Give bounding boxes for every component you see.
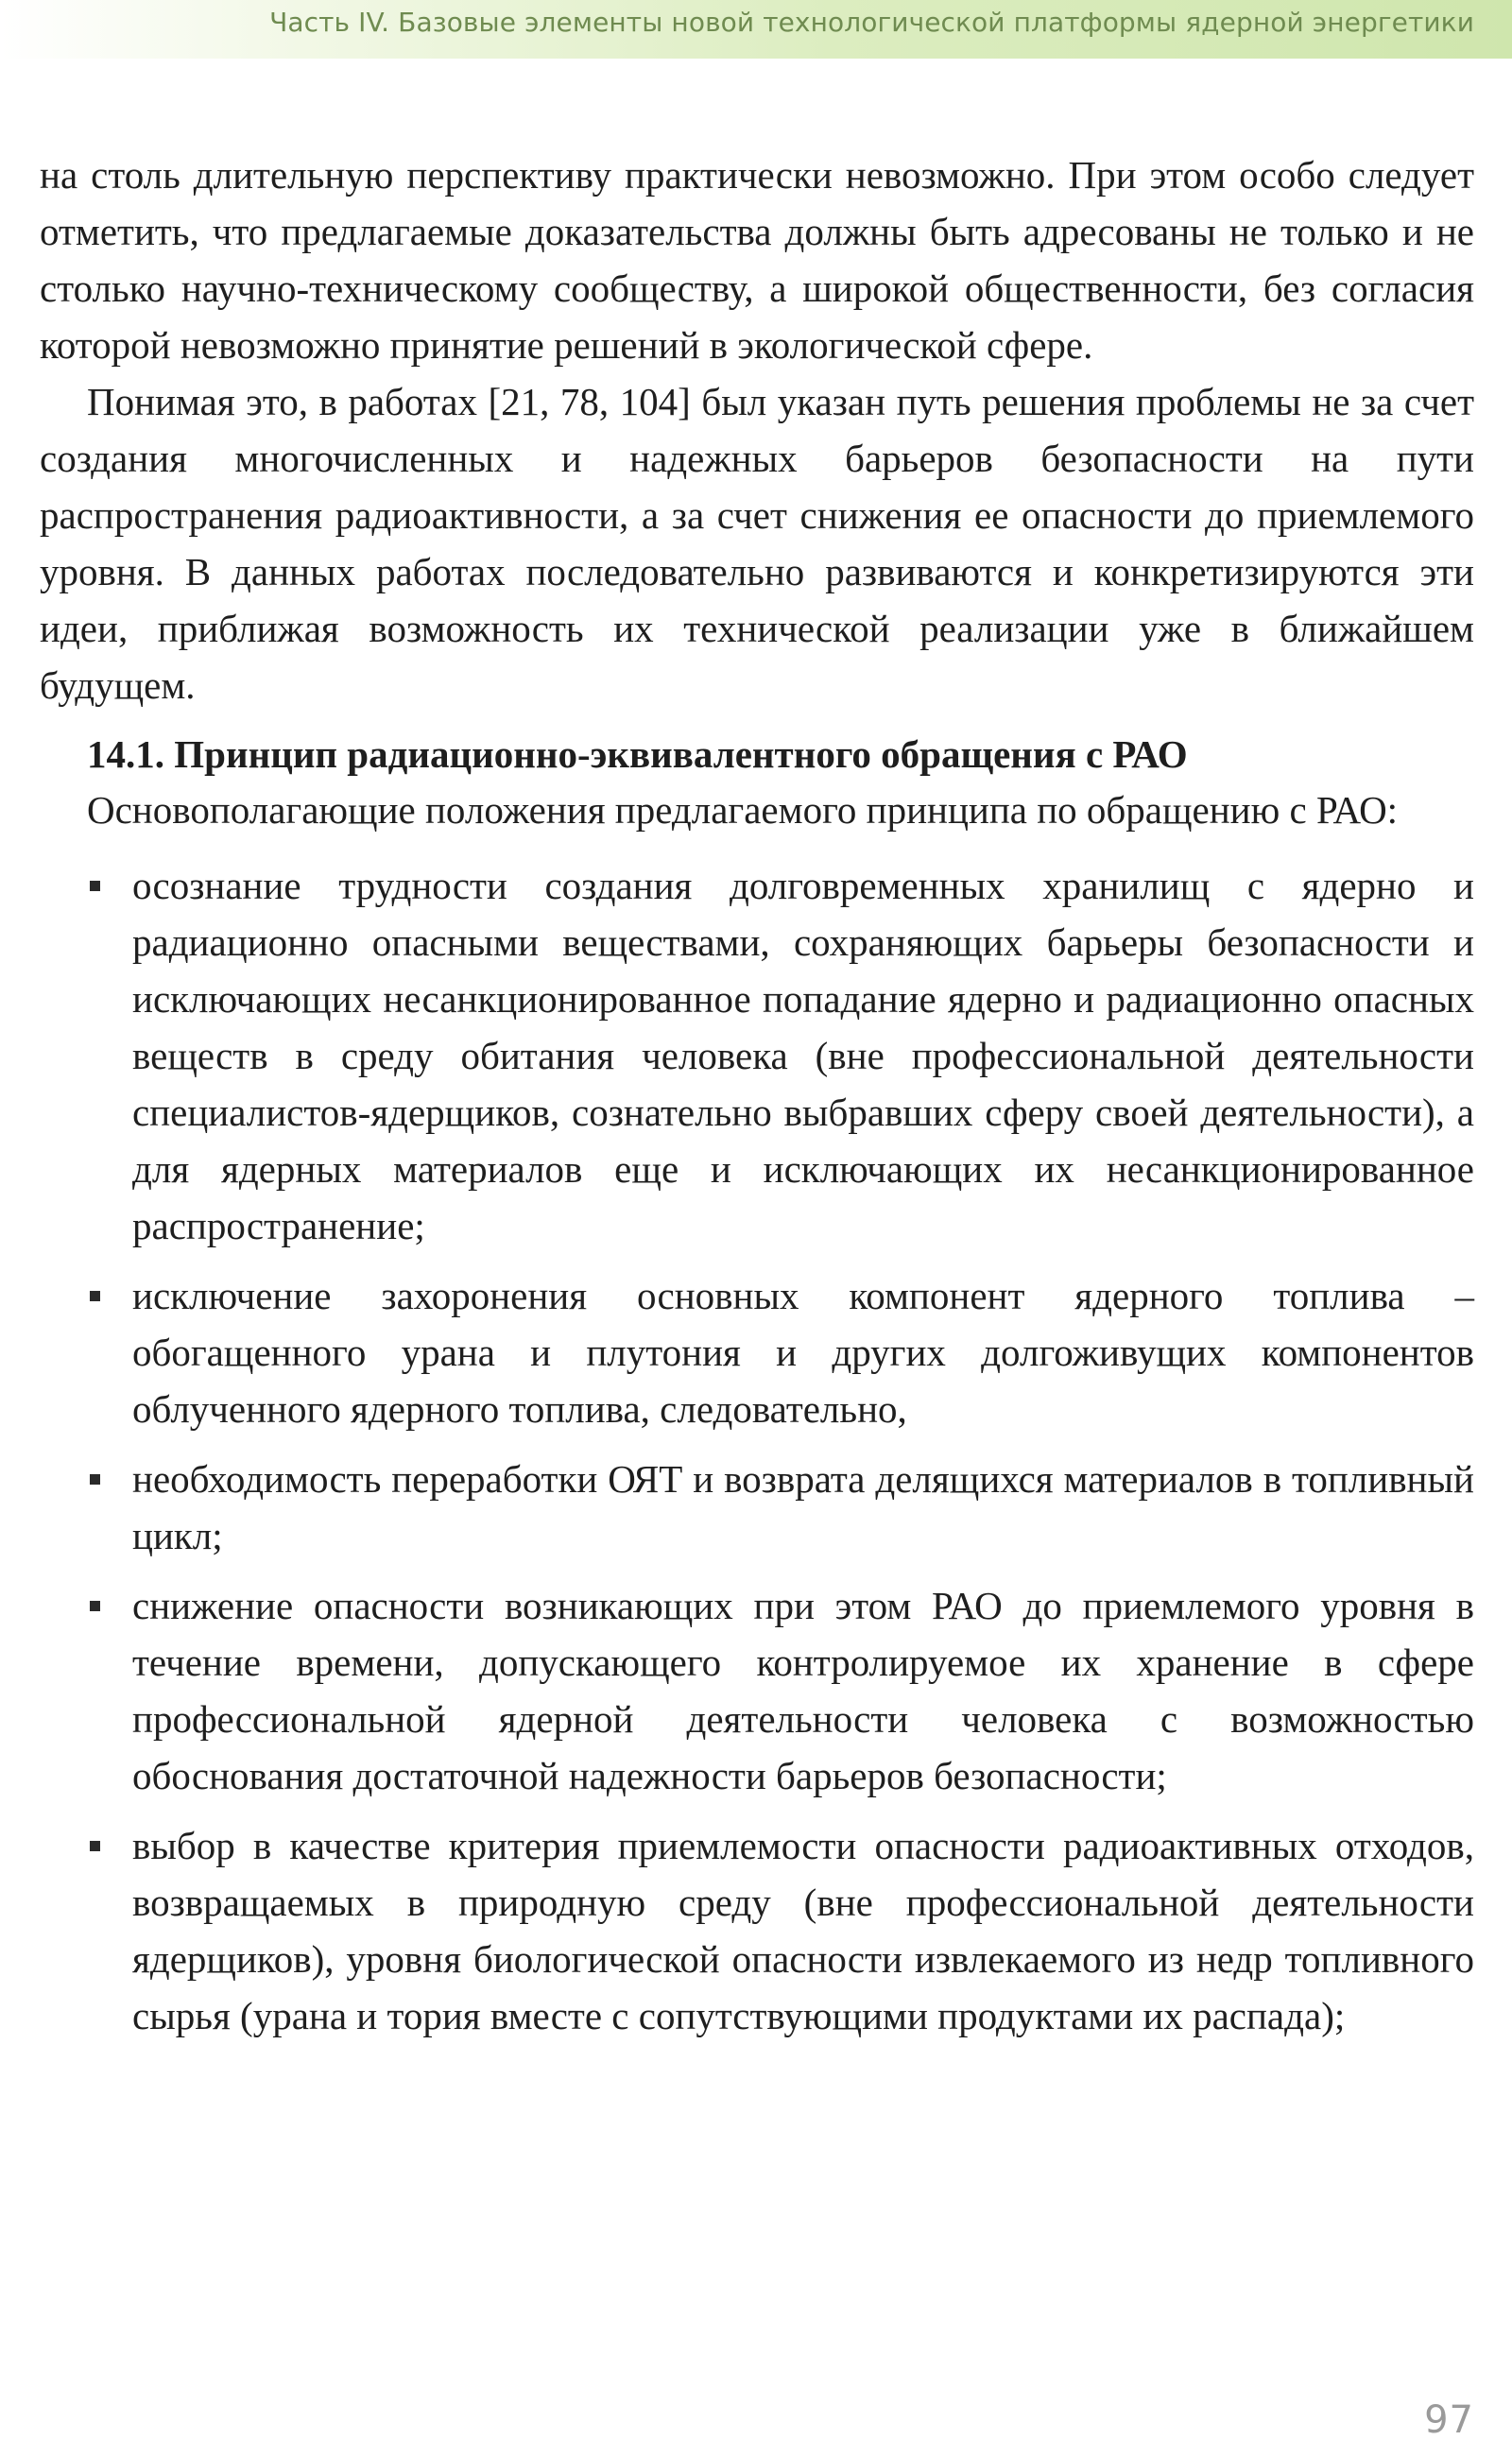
section-intro: Основополагающие положения предлагаемого принципа по обращению с РАО: bbox=[87, 788, 1399, 832]
list-item-text: снижение опасности возникающих при этом РАО до приемлемого уровня в течение времени, допускающего контролируемое их хранение в сфере профессиональной ядерной деятельности человека с возможностью обоснования достаточной надежности барьеров безопасности; bbox=[132, 1584, 1474, 1797]
body-paragraph: на столь длительную перспективу практически невозможно. При этом особо следует отметить, что предлагаемые доказательства должны быть адресованы не только и не столько научно-техническому сообществу, а широкой общественности, без согласия которой невозможно принятие решений в экологической сфере. bbox=[40, 153, 1474, 367]
body-paragraph: Понимая это, в работах [21, 78, 104] был указан путь решения проблемы не за счет создания многочисленных и надежных барьеров безопасности на пути распространения радиоактивности, а за счет снижения ее опасности до приемлемого уровня. В данных работах последовательно развиваются и конкретизируются эти идеи, приближая возможность их технической реализации уже в ближайшем будущем. bbox=[40, 380, 1474, 707]
list-item bbox=[40, 1451, 1474, 1564]
page-number: 97 bbox=[1424, 2398, 1474, 2442]
list-item-text: выбор в качестве критерия приемлемости опасности радиоактивных отходов, возвращаемых в природную среду (вне профессиональной деятельности ядерщиков), уровня биологической опасности извлекаемого из недр топливного сырья (урана и тория вместе с сопутствующими продуктами их распада); bbox=[132, 1824, 1474, 2037]
list-item bbox=[40, 1817, 1474, 2044]
square-bullet-icon bbox=[90, 1291, 100, 1301]
square-bullet-icon bbox=[90, 1601, 100, 1611]
list-item bbox=[40, 1577, 1474, 1804]
list-item-text: необходимость переработки ОЯТ и возврата делящихся материалов в топливный цикл; bbox=[132, 1457, 1474, 1557]
square-bullet-icon bbox=[90, 881, 100, 891]
square-bullet-icon bbox=[90, 1474, 100, 1485]
list-item bbox=[40, 857, 1474, 1254]
running-header bbox=[0, 0, 1512, 59]
section-heading: 14.1. Принцип радиационно-эквивалентного обращения с РАО bbox=[87, 732, 1188, 776]
list-item-text: осознание трудности создания долговременных хранилищ с ядерно и радиационно опасными веществами, сохраняющих барьеры безопасности и исключающих несанкционированное попадание ядерно и радиационно опасных веществ в среду обитания человека (вне профессиональной деятельности специалистов-ядерщиков, сознательно выбравших сферу своей деятельности), а для ядерных материалов еще и исключающих их несанкционированное распространение; bbox=[132, 864, 1474, 1247]
running-header-title: Часть IV. Базовые элементы новой технологической платформы ядерной энергетики bbox=[269, 7, 1474, 38]
page-body bbox=[40, 146, 1474, 2057]
list-item bbox=[40, 1267, 1474, 1437]
list-item-text: исключение захоронения основных компонент ядерного топлива – обогащенного урана и плутония и других долгоживущих компонентов облученного ядерного топлива, следовательно, bbox=[132, 1274, 1474, 1431]
bullet-list bbox=[40, 857, 1474, 2044]
square-bullet-icon bbox=[90, 1841, 100, 1851]
